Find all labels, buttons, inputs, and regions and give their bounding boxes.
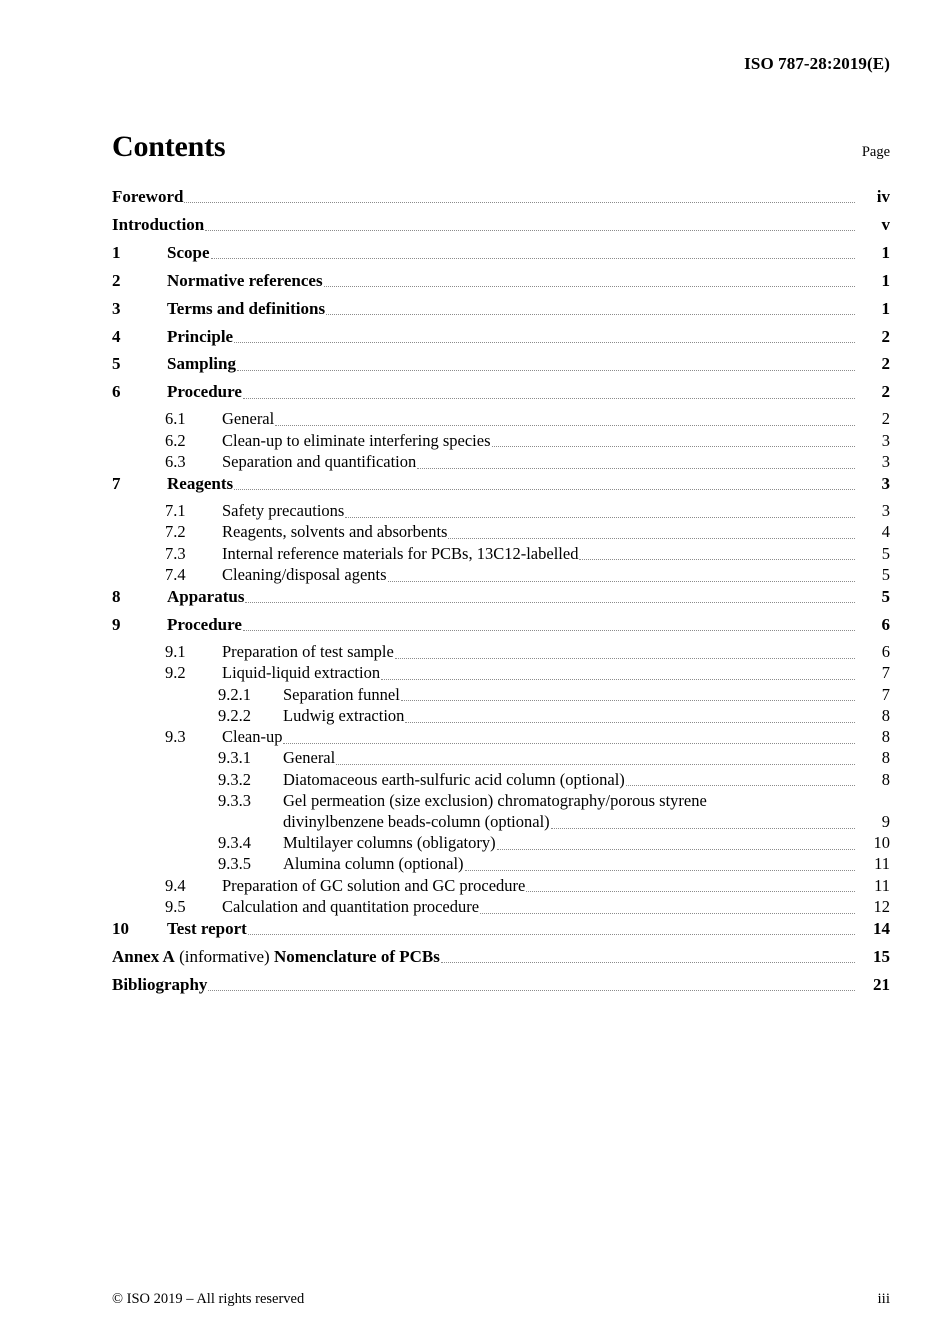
toc-entry-number: 9.4: [165, 875, 186, 895]
toc-entry-label: General: [222, 409, 275, 429]
toc-page-number: 8: [881, 705, 890, 725]
toc-entry[interactable]: [112, 270, 890, 291]
dot-leader: [205, 218, 855, 235]
annex-status: (informative): [174, 947, 274, 966]
toc-entry-label: Normative references: [167, 270, 323, 290]
toc-entry-label: General: [283, 748, 336, 768]
toc-entry[interactable]: [112, 522, 890, 543]
toc-entry-label: Preparation of test sample: [222, 641, 394, 661]
toc-page-number: 7: [881, 684, 890, 704]
toc-entry-number: 10: [112, 919, 129, 939]
dot-leader: [417, 456, 855, 473]
toc-page-number: 2: [881, 409, 890, 429]
toc-entry-label-line2: divinylbenzene beads-column (optional): [283, 811, 550, 831]
toc-entry[interactable]: [112, 791, 890, 833]
toc-entry-number: 2: [112, 270, 121, 290]
toc-page-number: 8: [881, 769, 890, 789]
toc-entry-label: Separation funnel: [283, 684, 400, 704]
toc-page-number: 9: [881, 811, 890, 831]
toc-page-number: 2: [881, 326, 890, 346]
dot-leader: [237, 358, 855, 375]
toc-entry[interactable]: [112, 242, 890, 263]
toc-page-number: 5: [881, 543, 890, 563]
toc-entry-number: 9.2: [165, 663, 186, 683]
toc-entry-number: 9.3: [165, 727, 186, 747]
toc-page-number: 6: [881, 641, 890, 661]
toc-entry-label: Apparatus: [167, 587, 245, 607]
toc-entry-label: Reagents, solvents and absorbents: [222, 522, 448, 542]
toc-entry-number: 7.3: [165, 543, 186, 563]
toc-entry-label-line1: Gel permeation (size exclusion) chromatography/porous styrene: [283, 790, 707, 810]
toc-entry[interactable]: [112, 186, 890, 207]
contents-title-row: [112, 130, 890, 164]
toc-entry[interactable]: [112, 586, 890, 607]
dot-leader: [243, 386, 855, 403]
dot-leader: [497, 837, 855, 854]
dot-leader: [245, 591, 855, 608]
toc-entry-number: 8: [112, 587, 121, 607]
dot-leader: [480, 901, 855, 918]
toc-entry-label: Clean-up to eliminate interfering species: [222, 430, 491, 450]
toc-entry-number: 3: [112, 298, 121, 318]
toc-entry-number: 9.2.2: [218, 705, 251, 725]
toc-entry[interactable]: [112, 727, 890, 748]
toc-entry-label: Ludwig extraction: [283, 705, 405, 725]
toc-entry-label: Foreword: [112, 187, 184, 206]
toc-page-number: v: [881, 214, 890, 234]
toc-entry-number: 9.3.3: [218, 790, 251, 810]
toc-entry[interactable]: [112, 876, 890, 897]
dot-leader: [243, 618, 855, 635]
toc-entry[interactable]: [112, 946, 890, 967]
toc-entry-number: 7.4: [165, 564, 186, 584]
toc-page-number: 21: [873, 974, 890, 994]
toc-page-number: 4: [881, 522, 890, 542]
dot-leader: [441, 950, 855, 967]
dot-leader: [184, 190, 855, 207]
dot-leader: [336, 753, 855, 770]
toc-page-number: 7: [881, 663, 890, 683]
dot-leader: [248, 923, 855, 940]
toc-entry-number: 6: [112, 382, 121, 402]
toc-entry-label: Liquid-liquid extraction: [222, 663, 381, 683]
toc-page-number: 5: [881, 564, 890, 584]
toc-entry[interactable]: [112, 642, 890, 663]
toc-entry-number: 9.3.5: [218, 854, 251, 874]
toc-entry-number: 7.1: [165, 501, 186, 520]
toc-entry-number: 9.3.1: [218, 748, 251, 768]
dot-leader: [345, 505, 855, 522]
toc-page-number: 11: [874, 854, 890, 874]
toc-page-number: 3: [881, 474, 890, 494]
toc-entry-label: Diatomaceous earth-sulfuric acid column (optional): [283, 769, 625, 789]
toc-entry-number: 5: [112, 354, 121, 374]
dot-leader: [388, 569, 855, 586]
toc-entry-number: 6.1: [165, 409, 186, 429]
toc-entry-label: Safety precautions: [222, 501, 345, 520]
toc-page-number: 1: [881, 242, 890, 262]
annex-title: Nomenclature of PCBs: [273, 947, 440, 966]
toc-entry[interactable]: [112, 409, 890, 430]
dot-leader: [283, 731, 855, 748]
dot-leader: [551, 816, 855, 833]
dot-leader: [626, 774, 855, 791]
toc-entry-label: Scope: [167, 242, 210, 262]
toc-page-number: 11: [874, 875, 890, 895]
dot-leader: [234, 478, 855, 495]
dot-leader: [579, 548, 855, 565]
annex-designation: Annex A: [112, 947, 175, 966]
toc-entry[interactable]: [112, 565, 890, 586]
toc-page-number: 12: [873, 896, 890, 916]
toc-entry[interactable]: [112, 663, 890, 684]
toc-entry-label: Sampling: [167, 354, 236, 374]
dot-leader: [324, 274, 855, 291]
toc-entry[interactable]: [112, 748, 890, 769]
toc-annex-label: [112, 946, 440, 967]
toc-page-number: 10: [873, 832, 890, 852]
toc-entry-label: Terms and definitions: [167, 298, 326, 318]
toc-entry-label: Preparation of GC solution and GC procedure: [222, 875, 526, 895]
dot-leader: [208, 978, 855, 995]
toc-entry-label: Principle: [167, 326, 234, 346]
toc-entry-label: Clean-up: [222, 727, 283, 747]
dot-leader: [381, 668, 855, 685]
document-reference-header: ISO 787-28:2019(E): [744, 54, 890, 73]
toc-page-number: 1: [881, 298, 890, 318]
toc-entry-label: Cleaning/disposal agents: [222, 564, 387, 584]
toc-entry[interactable]: [112, 833, 890, 854]
toc-entry-number: 6.3: [165, 451, 186, 471]
toc-entry[interactable]: [112, 544, 890, 565]
dot-leader: [326, 302, 855, 319]
toc-page-number: 14: [873, 919, 890, 939]
toc-entry-number: 9: [112, 615, 121, 635]
toc-entry[interactable]: [112, 770, 890, 791]
page-column-label: Page: [861, 144, 890, 160]
dot-leader: [465, 859, 855, 876]
toc-entry[interactable]: [112, 706, 890, 727]
footer-page-number: iii: [877, 1291, 890, 1307]
table-of-contents: [112, 186, 890, 1002]
dot-leader: [395, 646, 855, 663]
toc-page-number: 8: [881, 727, 890, 747]
page-title: Contents: [112, 130, 226, 163]
toc-entry[interactable]: [112, 452, 890, 473]
toc-entry-number: 1: [112, 242, 121, 262]
toc-entry[interactable]: [112, 353, 890, 374]
toc-entry-label: Procedure: [167, 615, 242, 635]
toc-entry[interactable]: [112, 918, 890, 939]
toc-entry-label: Procedure: [167, 382, 242, 402]
toc-entry[interactable]: [112, 501, 890, 522]
toc-entry-label: Test report: [167, 919, 247, 939]
toc-entry[interactable]: [112, 685, 890, 706]
toc-entry[interactable]: [112, 326, 890, 347]
toc-page-number: 1: [881, 270, 890, 290]
toc-page-number: 2: [881, 382, 890, 402]
toc-entry[interactable]: [112, 897, 890, 918]
toc-entry[interactable]: [112, 473, 890, 494]
toc-entry[interactable]: [112, 381, 890, 402]
toc-entry-label: Bibliography: [112, 974, 208, 994]
dot-leader: [234, 330, 855, 347]
toc-entry[interactable]: [112, 298, 890, 319]
dot-leader: [448, 527, 855, 544]
toc-entry-label: Calculation and quantitation procedure: [222, 896, 480, 916]
toc-entry[interactable]: [112, 974, 890, 995]
toc-page-number: 5: [881, 587, 890, 607]
toc-page-number: 15: [873, 947, 890, 966]
page-footer: [112, 1291, 890, 1308]
toc-entry-number: 4: [112, 326, 121, 346]
dot-leader: [401, 689, 855, 706]
toc-page-number: 8: [881, 748, 890, 768]
copyright-notice: © ISO 2019 – All rights reserved: [112, 1291, 305, 1307]
dot-leader: [526, 880, 855, 897]
toc-entry-number: 9.1: [165, 641, 186, 661]
toc-entry-number: 9.3.2: [218, 769, 251, 789]
toc-page-number: 3: [881, 451, 890, 471]
toc-page-number: 3: [881, 430, 890, 450]
toc-page-number: 3: [881, 501, 890, 520]
toc-page-number: 6: [881, 615, 890, 635]
toc-entry-label: Separation and quantification: [222, 451, 417, 471]
toc-entry-number: 7.2: [165, 522, 186, 542]
dot-leader: [405, 710, 855, 727]
dot-leader: [211, 246, 856, 263]
toc-entry[interactable]: [112, 854, 890, 875]
toc-entry-number: 9.5: [165, 896, 186, 916]
toc-entry-label: Reagents: [167, 474, 234, 494]
toc-entry[interactable]: [112, 214, 890, 235]
toc-entry-label: Alumina column (optional): [283, 854, 464, 874]
toc-entry-number: 7: [112, 474, 121, 494]
toc-entry-label: Introduction: [112, 214, 205, 234]
toc-page-number: iv: [876, 187, 890, 206]
toc-entry-number: 9.2.1: [218, 684, 251, 704]
dot-leader: [275, 414, 855, 431]
toc-page-number: 2: [881, 354, 890, 374]
dot-leader: [492, 435, 856, 452]
toc-entry[interactable]: [112, 431, 890, 452]
toc-entry-number: 6.2: [165, 430, 186, 450]
toc-entry-number: 9.3.4: [218, 832, 251, 852]
toc-entry-label: Internal reference materials for PCBs, 13C12-labelled: [222, 543, 579, 563]
toc-entry[interactable]: [112, 614, 890, 635]
toc-entry-label: Multilayer columns (obligatory): [283, 832, 496, 852]
